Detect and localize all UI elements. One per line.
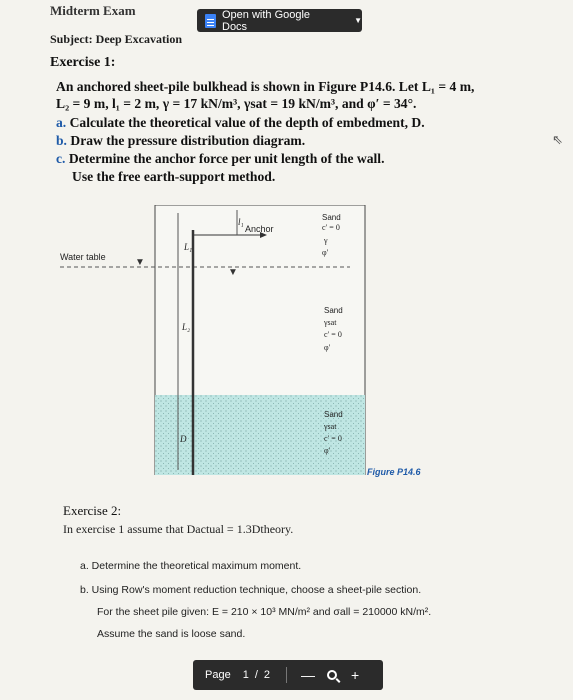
google-docs-icon: [205, 14, 216, 28]
figure-caption: Figure P14.6: [367, 467, 421, 477]
exercise1-intro: [56, 78, 573, 112]
layer1-line3: φ′: [322, 248, 329, 257]
water-table-label: Water table: [60, 252, 106, 262]
water-table-marker-left: ▼: [135, 257, 145, 268]
exercise2-title: Exercise 2:: [63, 503, 122, 518]
current-page-input[interactable]: 1: [242, 669, 249, 681]
L2-label: L₂: [182, 322, 191, 332]
intro-line-1: An anchored sheet-pile bulkhead is shown in Figure P14.6. Let L₁ = 4 m,: [56, 79, 475, 94]
exercise2-given: For the sheet pile given: E = 210 × 10³ MN/m² and σall = 210000 kN/m².: [97, 606, 432, 618]
page-label: Page: [205, 669, 231, 681]
layer2-line3: φ′: [324, 343, 331, 352]
exercise2-item-a: a. Determine the theoretical maximum moment.: [80, 560, 302, 572]
exercise1-method: Use the free earth-support method.: [72, 169, 276, 184]
layer1-line1: c′ = 0: [322, 223, 340, 232]
layer2-line1: γsat: [324, 318, 337, 327]
water-table-marker-mid: ▼: [228, 267, 238, 278]
exercise1-item-b: [56, 133, 305, 149]
layer3-line2: c′ = 0: [324, 434, 342, 443]
layer1-line0: Sand: [322, 213, 341, 222]
layer2-line0: Sand: [324, 306, 343, 315]
item-text: Draw the pressure distribution diagram.: [70, 133, 306, 148]
zoom-icon[interactable]: [327, 670, 337, 680]
exercise1-title: Exercise 1:: [50, 55, 116, 70]
intro-line-2: L₂ = 9 m, l₁ = 2 m, γ = 17 kN/m³, γsat = 19 kN/m³, and φ′ = 34°.: [56, 96, 417, 111]
exercise1-item-a: [56, 115, 425, 131]
item-text: Determine the anchor force per unit length of the wall.: [68, 151, 385, 166]
chevron-down-icon[interactable]: ▼: [354, 16, 363, 25]
pdf-toolbar: [193, 660, 383, 690]
subject-line: Subject: Deep Excavation: [50, 32, 182, 46]
exercise2-assume: Assume the sand is loose sand.: [97, 628, 246, 640]
zoom-out-button[interactable]: —: [301, 667, 316, 683]
zoom-in-button[interactable]: +: [351, 667, 360, 683]
open-with-google-docs-button[interactable]: [197, 9, 362, 32]
D-label: D: [180, 434, 187, 444]
exercise1-item-c: [56, 151, 384, 167]
item-marker: b.: [56, 133, 67, 148]
exam-label: Midterm Exam: [50, 3, 136, 18]
l1-label: l₁: [238, 217, 244, 227]
layer2-line2: c′ = 0: [324, 330, 342, 339]
layer3-line0: Sand: [324, 410, 343, 419]
page-separator: /: [254, 669, 258, 681]
layer3-line1: γsat: [324, 422, 337, 431]
anchor-label: Anchor: [245, 224, 274, 234]
item-marker: c.: [56, 151, 66, 166]
exercise2-text: In exercise 1 assume that Dactual = 1.3Dtheory.: [63, 522, 294, 536]
exercise2-item-b: b. Using Row's moment reduction technique, choose a sheet-pile section.: [80, 584, 422, 596]
layer3-line3: φ′: [324, 446, 331, 455]
figure-p14-6: [60, 205, 400, 475]
item-marker: a.: [56, 115, 67, 130]
total-pages: 2: [263, 669, 271, 681]
layer1-line2: γ: [324, 236, 328, 245]
toolbar-divider: [286, 667, 287, 683]
item-text: Calculate the theoretical value of the depth of embedment, D.: [69, 115, 425, 130]
L1-label: L₁: [184, 242, 193, 252]
mouse-cursor-icon: ⇖: [552, 132, 563, 147]
open-button-label: Open with Google Docs: [222, 8, 311, 33]
